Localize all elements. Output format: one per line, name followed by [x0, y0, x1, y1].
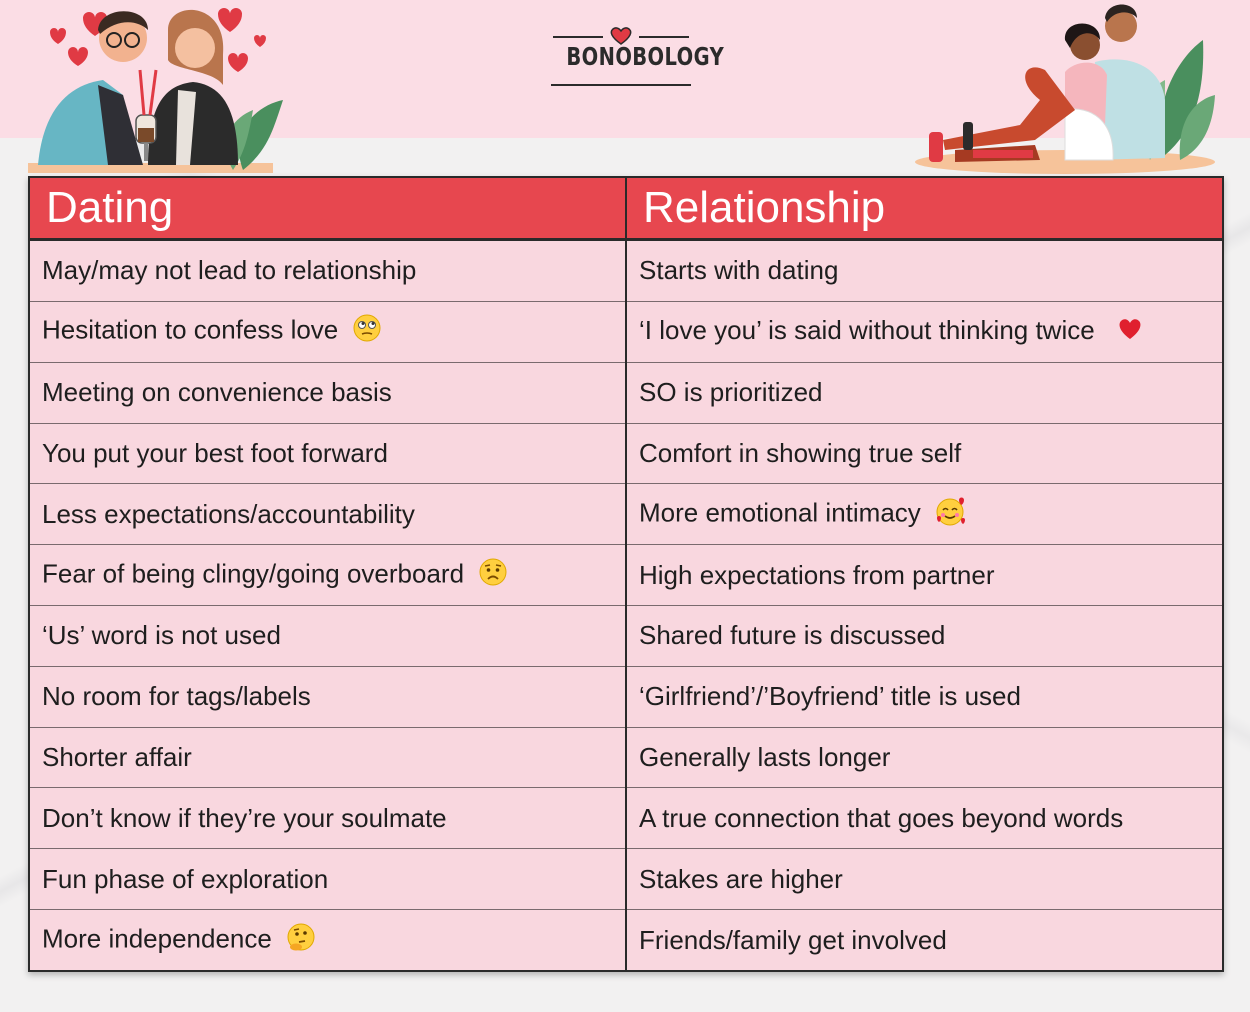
cell-relationship — [626, 362, 1223, 423]
table-row — [29, 545, 1223, 606]
bonobology-logo — [551, 28, 725, 71]
cell-relationship — [626, 605, 1223, 666]
cell-dating — [29, 423, 626, 484]
cell-dating — [29, 849, 626, 910]
couple-sitting-illustration — [915, 0, 1215, 175]
red-heart-icon — [1117, 317, 1143, 348]
table-row — [29, 605, 1223, 666]
table-row — [29, 788, 1223, 849]
cell-relationship-text: High expectations from partner — [639, 559, 995, 590]
cell-relationship — [626, 240, 1223, 302]
eye-roll-emoji-icon — [352, 313, 382, 350]
smiling-hearts-emoji-icon — [935, 496, 967, 533]
cell-dating — [29, 545, 626, 606]
cell-dating — [29, 301, 626, 362]
cell-dating — [29, 727, 626, 788]
couple-with-drink-illustration — [28, 0, 288, 175]
comparison-table — [28, 176, 1224, 972]
worried-emoji-icon — [478, 557, 508, 594]
table-row — [29, 849, 1223, 910]
cell-dating — [29, 362, 626, 423]
cell-dating — [29, 910, 626, 971]
cell-relationship — [626, 727, 1223, 788]
cell-dating-text: ‘Us’ word is not used — [42, 620, 281, 651]
cell-relationship — [626, 910, 1223, 971]
table-row — [29, 910, 1223, 971]
cell-relationship-text: Starts with dating — [639, 255, 839, 286]
cell-relationship-text: Generally lasts longer — [639, 742, 891, 773]
cell-relationship — [626, 666, 1223, 727]
cell-relationship — [626, 301, 1223, 362]
table-row — [29, 666, 1223, 727]
table-row — [29, 423, 1223, 484]
cell-relationship-text: Stakes are higher — [639, 863, 843, 894]
cell-relationship — [626, 423, 1223, 484]
table-row — [29, 484, 1223, 545]
cell-dating-text: Less expectations/accountability — [42, 498, 415, 529]
cell-dating-text: Shorter affair — [42, 742, 192, 773]
cell-dating — [29, 788, 626, 849]
cell-relationship-text: Shared future is discussed — [639, 620, 946, 651]
table-row — [29, 240, 1223, 302]
cell-relationship-text: Friends/family get involved — [639, 924, 947, 955]
cell-relationship-text: ‘I love you’ is said without thinking twice — [639, 315, 1095, 346]
cell-relationship-text: ‘Girlfriend’/’Boyfriend’ title is used — [639, 681, 1021, 712]
cell-dating — [29, 605, 626, 666]
cell-dating-text: Fear of being clingy/going overboard — [42, 557, 465, 588]
cell-dating-text: You put your best foot forward — [42, 437, 388, 468]
thinking-emoji-icon — [286, 922, 316, 959]
table-row — [29, 727, 1223, 788]
table-header-row — [29, 177, 1223, 240]
cell-relationship-text: A true connection that goes beyond words — [639, 802, 1124, 833]
cell-dating-text: Don’t know if they’re your soulmate — [42, 802, 447, 833]
cell-dating-text: No room for tags/labels — [42, 681, 311, 712]
cell-relationship-text: SO is prioritized — [639, 377, 823, 408]
cell-dating-text: Hesitation to confess love — [42, 314, 339, 345]
cell-relationship-text: Comfort in showing true self — [639, 437, 962, 468]
cell-dating-text: More independence — [42, 922, 272, 953]
cell-relationship — [626, 484, 1223, 545]
cell-dating — [29, 240, 626, 302]
cell-relationship — [626, 545, 1223, 606]
cell-relationship — [626, 849, 1223, 910]
table-row — [29, 362, 1223, 423]
cell-dating-text: May/may not lead to relationship — [42, 255, 417, 286]
header-dating: Dating — [29, 177, 626, 240]
cell-dating-text: Fun phase of exploration — [42, 863, 329, 894]
header-relationship: Relationship — [626, 177, 1223, 240]
cell-relationship — [626, 788, 1223, 849]
cell-dating-text: Meeting on convenience basis — [42, 377, 392, 408]
table-row — [29, 301, 1223, 362]
cell-relationship-text: More emotional intimacy — [639, 497, 921, 528]
cell-dating — [29, 484, 626, 545]
cell-dating — [29, 666, 626, 727]
brand-name: BONOBOLOGY — [566, 42, 725, 71]
